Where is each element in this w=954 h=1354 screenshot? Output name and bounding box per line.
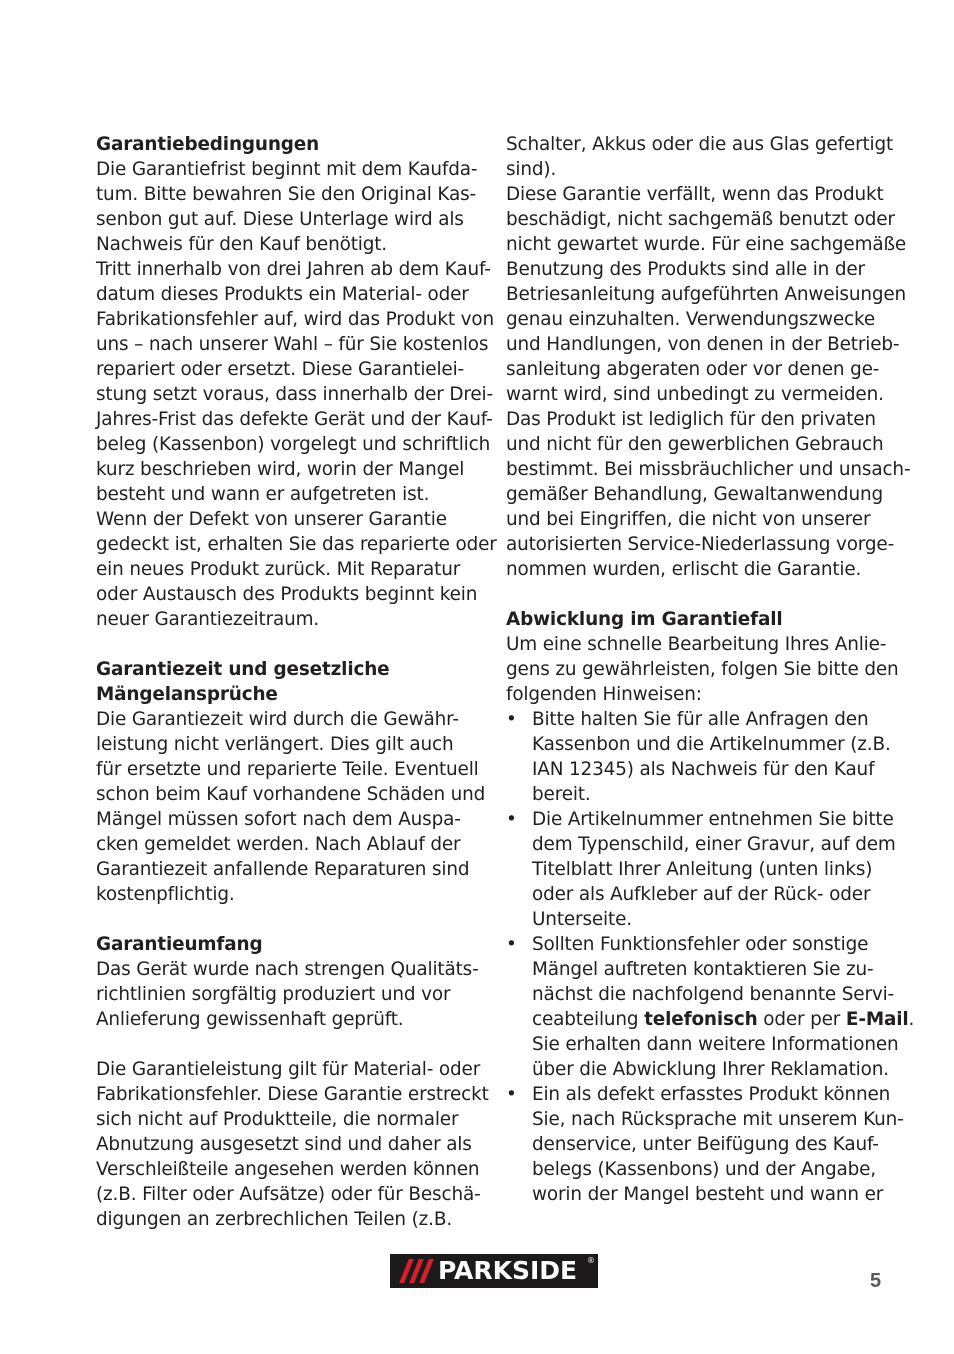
text-line xyxy=(506,907,898,932)
line-text: Garantiezeit und gesetzliche xyxy=(96,659,390,680)
text-line xyxy=(506,957,898,982)
line-text: über die Abwicklung Ihrer Reklamation. xyxy=(532,1059,889,1080)
text-line xyxy=(96,482,484,507)
text-line xyxy=(96,1007,484,1032)
text-line xyxy=(96,332,489,357)
text-line xyxy=(506,832,898,857)
text-line xyxy=(96,1182,484,1207)
line-text: schon beim Kauf vorhandene Schäden und xyxy=(96,784,486,805)
text-line xyxy=(506,457,911,482)
text-line xyxy=(506,1032,898,1057)
line-text: Kassenbon und die Artikelnummer (z.B. xyxy=(532,734,891,755)
text-line xyxy=(506,1132,898,1157)
text-line xyxy=(506,282,907,307)
bullet-item-line xyxy=(506,932,898,957)
line-text: Ein als defekt erfasstes Produkt können xyxy=(532,1084,891,1105)
line-text: cken gemeldet werden. Nach Ablauf der xyxy=(96,834,461,855)
line-text: tum. Bitte bewahren Sie den Original Kas- xyxy=(96,184,477,205)
line-text: nächst die nachfolgend benannte Servi- xyxy=(532,984,895,1005)
text-line xyxy=(506,382,898,407)
line-text: kurz beschrieben wird, worin der Mangel xyxy=(96,459,465,480)
line-text: Nachweis für den Kauf benötigt. xyxy=(96,234,387,255)
text-line xyxy=(506,882,898,907)
text-line xyxy=(96,957,484,982)
line-text: Titelblatt Ihrer Anleitung (unten links) xyxy=(532,859,873,880)
text-line xyxy=(506,857,898,882)
bullet-icon: • xyxy=(506,934,517,955)
text-line xyxy=(506,482,898,507)
text-line xyxy=(506,307,898,332)
line-text: Die Artikelnummer entnehmen Sie bitte xyxy=(532,809,894,830)
line-text: warnt wird, sind unbedingt zu vermeiden. xyxy=(506,384,884,405)
line-text: gens zu gewährleisten, folgen Sie bitte den xyxy=(506,659,899,680)
text-line xyxy=(506,182,898,207)
line-text: beleg (Kassenbon) vorgelegt und schriftlich xyxy=(96,434,491,455)
line-text: Mängel müssen sofort nach dem Auspa- xyxy=(96,809,461,830)
line-text: Mängel auftreten kontaktieren Sie zu- xyxy=(532,959,874,980)
line-text: sind). xyxy=(506,159,557,180)
line-text: nommen wurden, erlischt die Garantie. xyxy=(506,559,862,580)
text-line xyxy=(96,782,484,807)
text-line xyxy=(506,982,898,1007)
text-line xyxy=(96,282,484,307)
bold-text: E-Mail xyxy=(845,1009,909,1030)
line-text: und Handlungen, von denen in der Betrieb- xyxy=(506,334,900,355)
line-text: für ersetzte und reparierte Teile. Eventuell xyxy=(96,759,479,780)
text-line xyxy=(96,857,484,882)
line-text: Mängelansprüche xyxy=(96,684,278,705)
line-text: Das Gerät wurde nach strengen Qualitäts- xyxy=(96,959,479,980)
line-text: leistung nicht verlängert. Dies gilt auch xyxy=(96,734,454,755)
line-text: neuer Garantiezeitraum. xyxy=(96,609,320,630)
line-text: bereit. xyxy=(532,784,591,805)
text-line xyxy=(96,582,484,607)
bullet-item-line xyxy=(506,1082,898,1107)
line-text: stung setzt voraus, dass innerhalb der Drei- xyxy=(96,384,493,405)
left-column xyxy=(96,132,497,1232)
text-line xyxy=(506,1107,904,1132)
line-text: senbon gut auf. Diese Unterlage wird als xyxy=(96,209,464,230)
text-line xyxy=(96,357,484,382)
line-text: Betriesanleitung aufgeführten Anweisungen xyxy=(506,284,907,305)
text-line xyxy=(96,507,484,532)
line-text: oder als Aufkleber auf der Rück- oder xyxy=(532,884,871,905)
text-line xyxy=(96,307,494,332)
text-span: ceabteilung xyxy=(532,1009,645,1030)
line-text: belegs (Kassenbons) und der Angabe, xyxy=(532,1159,877,1180)
section-heading xyxy=(96,932,484,957)
text-line xyxy=(506,1157,898,1182)
text-line xyxy=(506,507,898,532)
logo-stripes xyxy=(390,1254,438,1288)
text-line xyxy=(506,557,898,582)
text-line xyxy=(506,1007,915,1032)
line-text: Fabrikationsfehler auf, wird das Produkt von xyxy=(96,309,494,330)
line-text: Jahres-Frist das defekte Gerät und der Kauf- xyxy=(96,409,493,430)
line-text: Diese Garantie verfällt, wenn das Produkt xyxy=(506,184,884,205)
text-line xyxy=(96,1082,489,1107)
text-line xyxy=(96,457,484,482)
text-line xyxy=(96,557,484,582)
line-text: ein neues Produkt zurück. Mit Reparatur xyxy=(96,559,461,580)
text-line xyxy=(506,257,898,282)
text-line xyxy=(96,807,484,832)
text-line xyxy=(506,332,898,357)
line-text: Schalter, Akkus oder die aus Glas gefertigt xyxy=(506,134,894,155)
paragraph-gap xyxy=(96,632,484,657)
text-line xyxy=(506,1182,898,1207)
page-number: 5 xyxy=(870,1270,882,1292)
line-text: uns – nach unserer Wahl – für Sie kostenlos xyxy=(96,334,489,355)
line-text: nicht gewartet wurde. Für eine sachgemäße xyxy=(506,234,907,255)
line-text: Sollten Funktionsfehler oder sonstige xyxy=(532,934,869,955)
line-text: Benutzung des Produkts sind alle in der xyxy=(506,259,865,280)
text-line xyxy=(96,382,493,407)
text-line xyxy=(96,732,484,757)
text-line xyxy=(506,132,898,157)
section-heading xyxy=(506,607,898,632)
line-text: Bitte halten Sie für alle Anfragen den xyxy=(532,709,869,730)
paragraph-gap xyxy=(96,1032,484,1057)
line-text: repariert oder ersetzt. Diese Garantielei- xyxy=(96,359,465,380)
line-text: beschädigt, nicht sachgemäß benutzt oder xyxy=(506,209,895,230)
line-text: dem Typenschild, einer Gravur, auf dem xyxy=(532,834,896,855)
text-line xyxy=(96,757,484,782)
line-text: Unterseite. xyxy=(532,909,632,930)
text-line xyxy=(96,432,491,457)
line-text: gemäßer Behandlung, Gewaltanwendung xyxy=(506,484,883,505)
line-text: Um eine schnelle Bearbeitung Ihres Anlie- xyxy=(506,634,887,655)
bullet-item-line xyxy=(506,807,898,832)
line-text: Die Garantieleistung gilt für Material- oder xyxy=(96,1059,481,1080)
text-line xyxy=(96,257,491,282)
line-text: folgenden Hinweisen: xyxy=(506,684,702,705)
text-line xyxy=(96,832,484,857)
right-column xyxy=(506,132,915,1207)
text-line xyxy=(506,732,898,757)
line-text: richtlinien sorgfältig produziert und vor xyxy=(96,984,451,1005)
line-text: Fabrikationsfehler. Diese Garantie erstreckt xyxy=(96,1084,489,1105)
text-line xyxy=(506,532,898,557)
text-line xyxy=(96,1057,484,1082)
text-line xyxy=(506,207,898,232)
text-line xyxy=(506,632,898,657)
line-text: Anlieferung gewissenhaft geprüft. xyxy=(96,1009,404,1030)
text-line xyxy=(96,407,493,432)
line-text: Verschleißteile angesehen werden können xyxy=(96,1159,480,1180)
line-text: und nicht für den gewerblichen Gebrauch xyxy=(506,434,884,455)
text-line xyxy=(96,1132,484,1157)
line-text: Garantiezeit anfallende Reparaturen sind xyxy=(96,859,470,880)
section-heading xyxy=(96,682,484,707)
logo-registered-mark: ® xyxy=(587,1256,595,1265)
text-line xyxy=(96,882,484,907)
line-text: Tritt innerhalb von drei Jahren ab dem Kauf- xyxy=(96,259,491,280)
line-text: Wenn der Defekt von unserer Garantie xyxy=(96,509,447,530)
bullet-icon: • xyxy=(506,1084,517,1105)
line-text: Die Garantiezeit wird durch die Gewähr- xyxy=(96,709,459,730)
text-line xyxy=(506,1057,898,1082)
line-text: autorisierten Service-Niederlassung vorge- xyxy=(506,534,895,555)
bullet-icon: • xyxy=(506,809,517,830)
text-line xyxy=(506,432,898,457)
text-line xyxy=(506,757,898,782)
section-heading xyxy=(96,132,484,157)
line-text: Garantiebedingungen xyxy=(96,134,320,155)
line-text: Abnutzung ausgesetzt sind und daher als xyxy=(96,1134,472,1155)
line-text: worin der Mangel besteht und wann er xyxy=(532,1184,884,1205)
line-text: besteht und wann er aufgetreten ist. xyxy=(96,484,430,505)
text-line xyxy=(96,982,484,1007)
line-text: Die Garantiefrist beginnt mit dem Kaufda- xyxy=(96,159,478,180)
line-text: Sie erhalten dann weitere Informationen xyxy=(532,1034,899,1055)
text-line xyxy=(96,1157,484,1182)
text-line xyxy=(96,1107,484,1132)
line-text: sich nicht auf Produktteile, die normaler xyxy=(96,1109,459,1130)
text-span: . xyxy=(908,1009,915,1030)
line-text: gedeckt ist, erhalten Sie das reparierte oder xyxy=(96,534,497,555)
paragraph-gap xyxy=(506,582,898,607)
line-text: oder Austausch des Produkts beginnt kein xyxy=(96,584,478,605)
section-heading xyxy=(96,657,484,682)
text-line xyxy=(506,232,907,257)
text-line xyxy=(96,607,484,632)
text-line xyxy=(506,782,898,807)
text-line xyxy=(506,157,898,182)
line-text: genau einzuhalten. Verwendungszwecke xyxy=(506,309,876,330)
line-text: digungen an zerbrechlichen Teilen (z.B. xyxy=(96,1209,453,1230)
bold-text: telefonisch xyxy=(644,1009,758,1030)
bullet-item-line xyxy=(506,707,898,732)
text-line xyxy=(96,1207,484,1232)
text-line xyxy=(506,407,898,432)
parkside-logo xyxy=(390,1254,598,1288)
text-line xyxy=(96,232,484,257)
text-line xyxy=(96,707,484,732)
line-text: kostenpflichtig. xyxy=(96,884,235,905)
text-line xyxy=(506,357,898,382)
line-text: datum dieses Produkts ein Material- oder xyxy=(96,284,469,305)
text-line xyxy=(96,207,484,232)
line-text: Das Produkt ist lediglich für den privaten xyxy=(506,409,876,430)
text-span: oder per xyxy=(757,1009,846,1030)
line-text: bestimmt. Bei missbräuchlicher und unsach- xyxy=(506,459,911,480)
logo-text: PARKSIDE xyxy=(438,1256,578,1285)
line-text: Garantieumfang xyxy=(96,934,263,955)
line-text: sanleitung abgeraten oder vor denen ge- xyxy=(506,359,880,380)
line-text: und bei Eingriffen, die nicht von unserer xyxy=(506,509,871,530)
line-text: Abwicklung im Garantiefall xyxy=(506,609,783,630)
line-text: (z.B. Filter oder Aufsätze) oder für Beschä- xyxy=(96,1184,481,1205)
paragraph-gap xyxy=(96,907,484,932)
text-line xyxy=(96,532,497,557)
line-text: Sie, nach Rücksprache mit unserem Kun- xyxy=(532,1109,904,1130)
text-line xyxy=(506,682,898,707)
line-text: IAN 12345) als Nachweis für den Kauf xyxy=(532,759,875,780)
text-line xyxy=(506,657,898,682)
line-text: denservice, unter Beifügung des Kauf- xyxy=(532,1134,879,1155)
text-line xyxy=(96,157,484,182)
text-line xyxy=(96,182,484,207)
bullet-icon: • xyxy=(506,709,517,730)
